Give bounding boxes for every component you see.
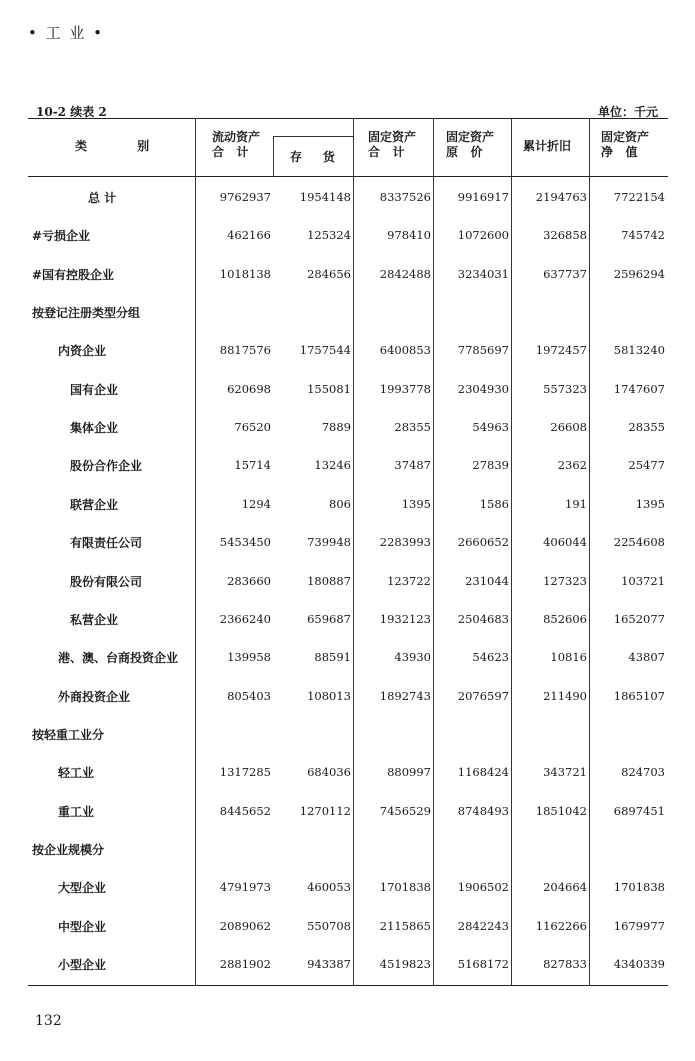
table-cell: 283660 — [227, 574, 271, 588]
table-cell: 1018138 — [219, 267, 271, 281]
row-label: 内资企业 — [58, 344, 107, 358]
table-cell: 204664 — [543, 880, 587, 894]
table-cell: 1851042 — [535, 804, 587, 818]
table-cell: 1270112 — [299, 804, 351, 818]
row-label: #亏损企业 — [32, 229, 91, 243]
table-cell: 1972457 — [535, 343, 587, 357]
table-cell: 5168172 — [457, 957, 509, 971]
table-cell: 8337526 — [379, 190, 431, 204]
table-cell: 9916917 — [457, 190, 509, 204]
table-cell: 745742 — [621, 228, 665, 242]
table-cell: 880997 — [387, 765, 431, 779]
header-fixed-assets-original: 固定资产 原 价 — [446, 130, 495, 159]
column-divider — [195, 118, 196, 985]
page-number: 132 — [35, 1013, 62, 1029]
table-cell: 2362 — [557, 458, 587, 472]
column-divider — [353, 118, 354, 985]
table-cell: 1586 — [479, 497, 509, 511]
header-fixed-assets: 固定资产 合 计 — [368, 130, 417, 159]
table-cell: 28355 — [394, 420, 431, 434]
table-cell: 1162266 — [535, 919, 587, 933]
table-cell: 852606 — [543, 612, 587, 626]
section-tag: • 工 业 • — [28, 24, 104, 42]
table-cell: 2089062 — [219, 919, 271, 933]
table-cell: 2115865 — [379, 919, 431, 933]
table-cell: 88591 — [314, 650, 351, 664]
table-cell: 108013 — [307, 689, 351, 703]
row-label: 按轻重工业分 — [32, 728, 105, 742]
table-cell: 1993778 — [379, 382, 431, 396]
table-cell: 1892743 — [379, 689, 431, 703]
column-divider — [433, 118, 434, 985]
table-cell: 827833 — [543, 957, 587, 971]
row-label: #国有控股企业 — [32, 268, 115, 282]
table-cell: 2660652 — [457, 535, 509, 549]
row-label: 股份合作企业 — [70, 459, 143, 473]
table-cell: 5453450 — [219, 535, 271, 549]
bottom-rule — [28, 985, 668, 986]
table-cell: 2304930 — [457, 382, 509, 396]
table-cell: 155081 — [307, 382, 351, 396]
table-cell: 8748493 — [457, 804, 509, 818]
table-cell: 343721 — [543, 765, 587, 779]
table-cell: 637737 — [543, 267, 587, 281]
row-label: 小型企业 — [58, 958, 107, 972]
table-cell: 1701838 — [379, 880, 431, 894]
header-inventory: 存 货 — [290, 150, 335, 164]
row-label: 重工业 — [58, 805, 95, 819]
top-rule — [28, 118, 668, 119]
table-cell: 8817576 — [219, 343, 271, 357]
table-cell: 1747607 — [613, 382, 665, 396]
row-label: 外商投资企业 — [58, 690, 131, 704]
table-cell: 25477 — [628, 458, 665, 472]
table-cell: 3234031 — [457, 267, 509, 281]
table-cell: 460053 — [307, 880, 351, 894]
table-cell: 27839 — [472, 458, 509, 472]
table-cell: 620698 — [227, 382, 271, 396]
table-cell: 1395 — [401, 497, 431, 511]
table-cell: 4519823 — [379, 957, 431, 971]
table-cell: 76520 — [234, 420, 271, 434]
row-label: 轻工业 — [58, 766, 95, 780]
table-cell: 2283993 — [379, 535, 431, 549]
row-label: 联营企业 — [70, 498, 119, 512]
table-cell: 26608 — [550, 420, 587, 434]
table-cell: 978410 — [387, 228, 431, 242]
header-category: 类 别 — [75, 139, 150, 153]
table-cell: 406044 — [543, 535, 587, 549]
table-cell: 13246 — [314, 458, 351, 472]
row-label: 港、澳、台商投资企业 — [58, 651, 179, 665]
table-cell: 6897451 — [613, 804, 665, 818]
header-depreciation: 累计折旧 — [523, 139, 572, 153]
unit-label: 单位：千元 — [597, 105, 658, 119]
table-cell: 127323 — [543, 574, 587, 588]
table-cell: 2881902 — [219, 957, 271, 971]
column-divider — [589, 118, 590, 985]
row-label: 股份有限公司 — [70, 575, 143, 589]
row-label: 总 计 — [88, 191, 117, 205]
table-cell: 2596294 — [613, 267, 665, 281]
table-cell: 2366240 — [219, 612, 271, 626]
table-cell: 684036 — [307, 765, 351, 779]
table-cell: 1701838 — [613, 880, 665, 894]
table-cell: 550708 — [307, 919, 351, 933]
table-cell: 139958 — [227, 650, 271, 664]
row-label: 中型企业 — [58, 920, 107, 934]
table-cell: 2504683 — [457, 612, 509, 626]
row-label: 按登记注册类型分组 — [32, 306, 141, 320]
table-cell: 103721 — [621, 574, 665, 588]
table-cell: 125324 — [307, 228, 351, 242]
table-cell: 805403 — [227, 689, 271, 703]
table-cell: 211490 — [543, 689, 587, 703]
table-cell: 1906502 — [457, 880, 509, 894]
row-label: 大型企业 — [58, 881, 107, 895]
table-cell: 2842488 — [379, 267, 431, 281]
table-cell: 4791973 — [219, 880, 271, 894]
table-cell: 54963 — [472, 420, 509, 434]
row-label: 私营企业 — [70, 613, 119, 627]
header-fixed-assets-net: 固定资产 净 值 — [601, 130, 650, 159]
table-cell: 1168424 — [457, 765, 509, 779]
table-cell: 739948 — [307, 535, 351, 549]
table-cell: 2254608 — [613, 535, 665, 549]
table-cell: 7785697 — [457, 343, 509, 357]
table-cell: 7456529 — [379, 804, 431, 818]
header-current-assets: 流动资产 合 计 — [212, 130, 261, 159]
table-code: 10-2 续表 2 — [36, 105, 107, 119]
table-cell: 1932123 — [379, 612, 431, 626]
table-cell: 191 — [565, 497, 587, 511]
table-cell: 1652077 — [613, 612, 665, 626]
table-cell: 5813240 — [613, 343, 665, 357]
table-cell: 1294 — [241, 497, 271, 511]
table-cell: 1679977 — [613, 919, 665, 933]
table-cell: 8445652 — [219, 804, 271, 818]
table-cell: 326858 — [543, 228, 587, 242]
table-cell: 43807 — [628, 650, 665, 664]
row-label: 按企业规模分 — [32, 843, 105, 857]
table-cell: 462166 — [227, 228, 271, 242]
table-cell: 2076597 — [457, 689, 509, 703]
table-cell: 7722154 — [613, 190, 665, 204]
table-cell: 15714 — [234, 458, 271, 472]
table-cell: 231044 — [465, 574, 509, 588]
table-cell: 180887 — [307, 574, 351, 588]
table-cell: 1865107 — [613, 689, 665, 703]
table-cell: 9762937 — [219, 190, 271, 204]
table-cell: 557323 — [543, 382, 587, 396]
table-cell: 1757544 — [299, 343, 351, 357]
table-cell: 37487 — [394, 458, 431, 472]
table-cell: 28355 — [628, 420, 665, 434]
table-cell: 43930 — [394, 650, 431, 664]
table-cell: 7889 — [321, 420, 351, 434]
row-label: 有限责任公司 — [70, 536, 143, 550]
table-cell: 54623 — [472, 650, 509, 664]
table-cell: 123722 — [387, 574, 431, 588]
table-cell: 2194763 — [535, 190, 587, 204]
table-cell: 2842243 — [457, 919, 509, 933]
table-cell: 4340339 — [613, 957, 665, 971]
column-divider — [511, 118, 512, 985]
table-cell: 943387 — [307, 957, 351, 971]
table-cell: 659687 — [307, 612, 351, 626]
row-label: 国有企业 — [70, 383, 119, 397]
table-cell: 1954148 — [299, 190, 351, 204]
row-label: 集体企业 — [70, 421, 119, 435]
table-cell: 806 — [329, 497, 351, 511]
table-cell: 284656 — [307, 267, 351, 281]
table-cell: 824703 — [621, 765, 665, 779]
table-cell: 1395 — [635, 497, 665, 511]
table-cell: 1072600 — [457, 228, 509, 242]
table-cell: 1317285 — [219, 765, 271, 779]
table-cell: 10816 — [550, 650, 587, 664]
table-cell: 6400853 — [379, 343, 431, 357]
